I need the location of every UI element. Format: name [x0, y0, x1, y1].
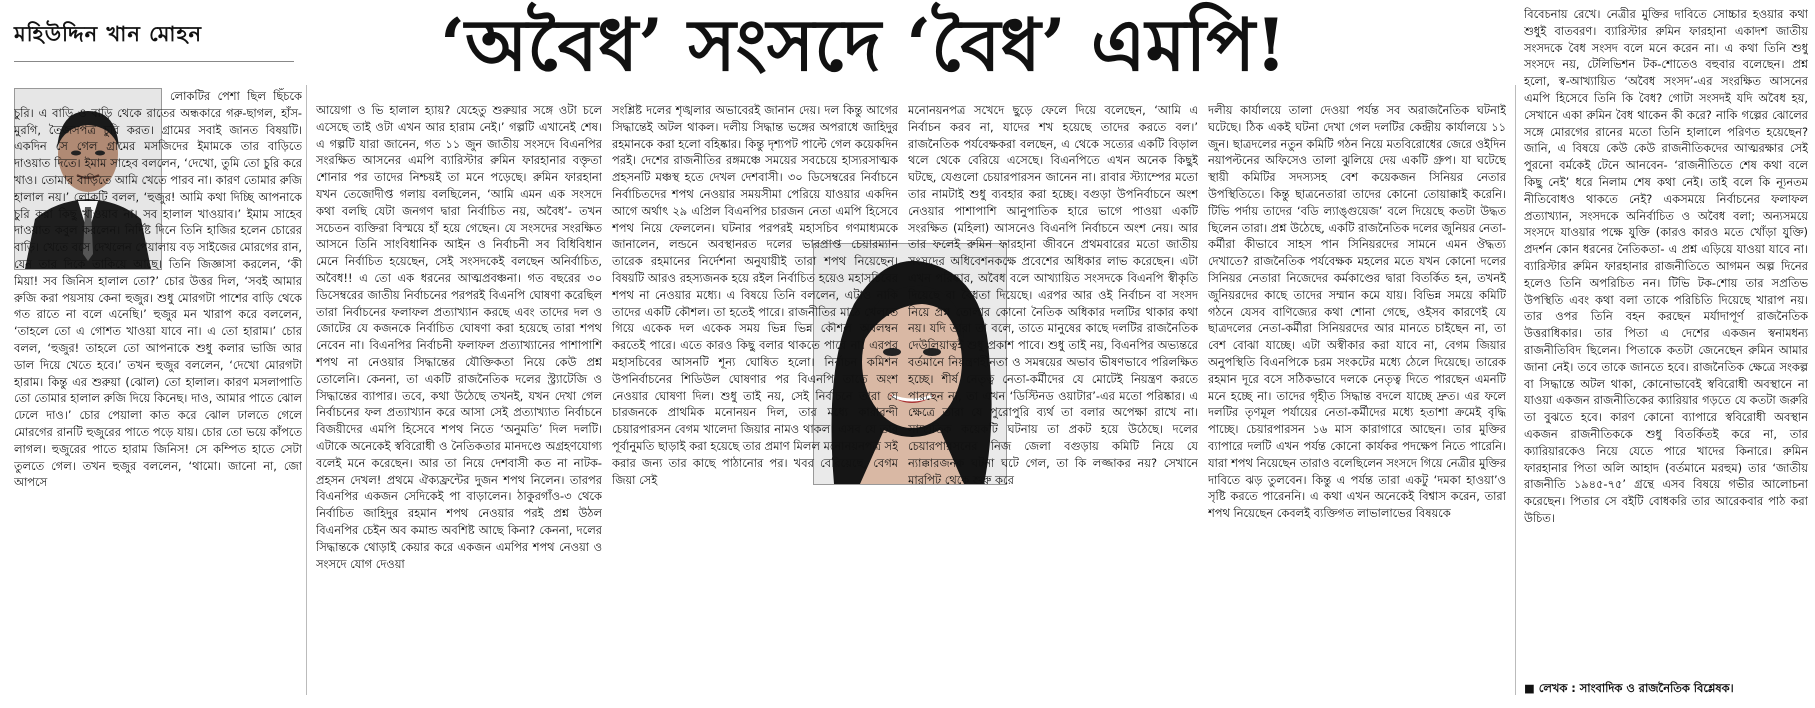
article-column-1: লোকটির পেশা ছিল ছিঁচকে চুরি। এ বাড়ি ও বাড়ি থেকে রাতের অন্ধকারে গরু-ছাগল, হাঁস-মুরগি, তৈজসপত্র চুরি করত। গ্রামের সবাই জানত বিষয়টি। একদিন সে গেল গ্রামের মসজিদের ইমামকে তার বাড়িতে দাওয়াত দিতে। ইমাম সাহেব বললেন, ‘দেখো, তুমি তো চুরি করে খাও। তোমার বাড়িতে আমি খেতে পারব না। কারণ তোমার রুজি হালাল নয়।’ লোকটি বলল, ‘হুজুর! আমি কথা দিচ্ছি আপনাকে চুরি করা কিছু খাওয়াব না। সব হালাল খাওয়াব।’ ইমাম সাহেব দাওয়াত কবুল করলেন। নির্দিষ্ট দিনে তিনি হাজির হলেন চোরের বাড়ি। খেতে বসে দেখলেন পেয়ালায় বড় সাইজের মোরগের রান, যেন তার দিকে তাকিয়ে আছে। তিনি জিজ্ঞাসা করলেন, ‘কী মিয়া! সব জিনিস হালাল তো?’ চোর উত্তর দিল, ‘সবই আমার রুজি করা পয়সায় কেনা হুজুর। শুধু মোরগটা পাশের বাড়ি থেকে গত রাতে না বলে এনেছি।’ হুজুর মন খারাপ করে বললেন, ‘তাহলে তো এ গোশত খাওয়া যাবে না। এ তো হারাম।’ চোর বলল, ‘হুজুর! তাহলে তো আপনাকে শুধু কলার ভাজি আর ডাল দিয়ে খেতে হবে।’ তখন হুজুর বললেন, ‘দেখো মোরগটা হারাম। কিন্তু এর শুরুয়া (ঝোল) তো হালাল। কারণ মসলাপাতি তো তোমার হালাল রুজি দিয়ে কিনেছ। দাও, আমার পাতে ঝোল ঢেলে দাও।’ চোর পেয়ালা কাত করে ঝোল ঢালতে গেলে মোরগের রানটি হুজুরের পাতে পড়ে যায়। চোর তো ভয়ে কাঁপতে লাগল। হুজুরের পাতে হারাম জিনিস! সে কম্পিত হাতে সেটা তুলতে গেল। তখন হুজুর বললেন, ‘থামো। জানো না, জো আপসে [14, 89, 302, 490]
article-column-6: বিবেচনায় রেখে। নেত্রীর মুক্তির দাবিতে সোচ্চার হওয়ার কথা শুধুই বাতবরণ। ব্যারিস্টার রুমিন ফারহানা একাদশ জাতীয় সংসদকে বৈধ সংসদ বলে মনে করেন না। এ কথা তিনি শুধু সংসদে নয়, টেলিভিশন টক-শোতেও বহুবার বলেছেন। প্রশ্ন হলো, স্ব-আখ্যায়িত ‘অবৈধ সংসদ’-এর সংরক্ষিত আসনের এমপি হিসেবে তিনি কি বৈধ? গোটা সংসদই যদি অবৈধ হয়, সেখানে একা রুমিন বৈধ থাকেন কী করে? নাকি গল্পের ঝোলের সঙ্গে মোরগের রানের মতো তিনি হালালে পরিণত হয়েছেন? জানি, এ বিষয়ে কেউ কেউ রাজনীতিকদের আত্মরক্ষার সেই পুরনো বর্মকেই টেনে আনবেন- ‘রাজনীতিতে শেষ কথা বলে কিছু নেই’ ধরে নিলাম শেষ কথা নেই। তাই বলে কি ন্যূনতম নীতিবোধও থাকতে নেই? একসময়ে নির্বাচনের ফলাফল প্রত্যাখ্যান, সংসদকে অনির্বাচিত ও অবৈধ বলা; অন্যসময়ে সংসদে যাওয়ার পক্ষে যুক্তি (কারও কারও মতে খোঁড়া যুক্তি) প্রদর্শন কোন ধরনের নৈতিকতা- এ প্রশ্ন এড়িয়ে যাওয়া যাবে না। ব্যারিস্টার রুমিন ফারহানার রাজনীতিতে আগমন অল্প দিনের হলেও তিনি অপরিচিত নন। টিভি টক-শোয় তার সপ্রতিভ উপস্থিতি এবং কথা বলা তাকে পরিচিতি দিয়েছে খারাপ নয়। তার ওপর তিনি বহন করছেন মর্যাদাপূর্ণ রাজনৈতিক উত্তরাধিকার। তার পিতা এ দেশের একজন স্বনামধন্য রাজনীতিবিদ ছিলেন। পিতাকে কতটা জেনেছেন রুমিন আমার জানা নেই। তবে তাকে জানতে হবে। রাজনৈতিক ক্ষেত্রে সংকল্প বা সিদ্ধান্তে অটল থাকা, কোনোভাবেই স্ববিরোধী অবস্থানে না যাওয়া একজন রাজনীতিকের ক্যারিয়ার গড়তে যে কতটা জরুরি তা বুঝতে হবে। কারণ কোনো ব্যাপারে স্ববিরোধী অবস্থান একজন রাজনীতিককে শুধু বিতর্কিতই করে না, তার ক্যারিয়ারকেও নিয়ে যেতে পারে খাদের কিনারে। রুমিন ফারহানার পিতা অলি আহাদ (বর্তমানে মরহুম) তার ‘জাতীয় রাজনীতি ১৯৪৫-৭৫’ গ্রন্থে এসব বিষয়ে গভীর আলোচনা করেছেন। পিতার সে বইটি বোধকরি তার আরেকবার পাঠ করা উচিত। [1524, 7, 1808, 525]
headline: ‘অবৈধ’ সংসদে ‘বৈধ’ এমপি! [440, 2, 1287, 87]
column-divider [1515, 85, 1516, 695]
column-divider [306, 85, 307, 695]
article-column-5: দলীয় কার্যালয়ে তালা দেওয়া পর্যন্ত সব অরাজনৈতিক ঘটনাই ঘটেছে। ঠিক একই ঘটনা দেখা গেল দলটির কেন্দ্রীয় কার্যালয়ে ১১ জুন। ছাত্রদলের নতুন কমিটি গঠন নিয়ে মতবিরোধের জেরে ওইদিন নয়াপল্টনের অফিসেও তালা ঝুলিয়ে দেয় একটি গ্রুপ। যা ঘটেছে স্থায়ী কমিটির সদস্যসহ বেশ কয়েকজন সিনিয়র নেতার উপস্থিতিতে। কিন্তু ছাত্রনেতারা তাদের কোনো তোয়াক্কাই করেনি। টিভি পর্দায় তাদের ‘বডি ল্যাঙ্গুয়েজ’ বলে দিয়েছে কতটা উদ্ধত ছিলেন তারা। প্রশ্ন উঠেছে, একটি রাজনৈতিক দলের জুনিয়র নেতা-কর্মীরা কীভাবে সাহস পান সিনিয়রদের সামনে এমন ঔদ্ধত্য দেখাতে? রাজনৈতিক পর্যবেক্ষক মহলের মতে যখন কোনো দলের সিনিয়র নেতারা নিজেদের কর্মকাণ্ডের দ্বারা বিতর্কিত হন, তখনই জুনিয়রদের কাছে তাদের সম্মান কমে যায়। বিভিন্ন সময়ে কমিটি গঠনে যেসব বাণিজ্যের কথা শোনা গেছে, ওইসব কারণেই যে ছাত্রদলের নেতা-কর্মীরা সিনিয়রদের আর মানতে চাইছেন না, তা বেশ বোঝা যাচ্ছে। এটা অস্বীকার করা যাবে না, বেগম জিয়ার অনুপস্থিতি বিএনপিকে চরম সংকটের মধ্যে ঠেলে দিয়েছে। তারেক রহমান দূরে বসে সঠিকভাবে দলকে নেতৃত্ব দিতে পারছেন এমনটি মনে হচ্ছে না। তাদের গৃহীত সিদ্ধান্ত বদলে যাচ্ছে দ্রুত। এর ফলে দলটির তৃণমূল পর্যায়ের নেতা-কর্মীদের মধ্যে হতাশা ক্রমেই বৃদ্ধি পাচ্ছে। চেয়ারপারসন ১৬ মাস কারাগারে আছেন। তার মুক্তির ব্যাপারে দলটি এখন পর্যন্ত কোনো কার্যকর পদক্ষেপ নিতে পারেনি। যারা শপথ নিয়েছেন তারাও বলেছিলেন সংসদে গিয়ে নেত্রীর মুক্তির দাবিতে ঝড় তুলবেন। কিন্তু এ পর্যন্ত তারা একটু ‘দমকা হাওয়া’ও সৃষ্টি করতে পারেননি। এ কথা এখন অনেকেই বিশ্বাস করেন, তারা শপথ নিয়েছেন কেবলই ব্যক্তিগত লাভালাভের বিষয়কে [1208, 103, 1506, 521]
article-column-4: মনোনয়নপত্র সখেদে ছুড়ে ফেলে দিয়ে বলেছেন, ‘আমি এ নির্বাচন করব না, যাদের শখ হয়েছে তাদের করতে বল।’ রাজনৈতিক পর্যবেক্ষকরা বলছেন, এ থেকে সত্যের একটি বিড়াল থলে থেকে বেরিয়ে এসেছে। বিএনপিতে এখন অনেক কিছুই ঘটছে, যেগুলো চেয়ারপারসন জানেন না। রাবার স্ট্যাম্পের মতো তার নামটাই শুধু ব্যবহার করা হচ্ছে। বগুড়া উপনির্বাচনে অংশ নেওয়ার পাশাপাশি আনুপাতিক হারে ভাগে পাওয়া একটি সংরক্ষিত (মহিলা) আসনেও বিএনপি নির্বাচনে অংশ নেয়। আর তার ফলেই রুমিন ফারহানা জীবনে প্রথমবারের মতো জাতীয় সংসদের অধিবেশনকক্ষে প্রবেশের অধিকার লাভ করেছেন। এটা এখন পরিষ্কার, অবৈধ বলে আখ্যায়িত সংসদকে বিএনপি স্বীকৃতি দিয়েছে বা বৈধতা দিয়েছে। এরপর আর ওই নির্বাচন বা সংসদ নিয়ে প্রশ্ন তোলার কোনো নৈতিক অধিকার দলটির থাকার কথা নয়। যদি তারা তা বলে, তাতে মানুষের কাছে দলটির রাজনৈতিক দেউলিয়াত্বই শুধু প্রকাশ পাবে। শুধু তাই নয়, বিএনপির অভ্যন্তরে বর্তমানে নিয়ন্ত্রণহীনতা ও সমন্বয়ের অভাব ভীষণভাবে পরিলক্ষিত হচ্ছে। শীর্ষ নেতৃত্ব নেতা-কর্মীদের যে মোটেই নিয়ন্ত্রণ করতে পারছেন না, তা এখন ‘ডিস্টিনড ওয়াটার’-এর মতো পরিষ্কার। এ ক্ষেত্রে তারা যে পুরোপুরি ব্যর্থ তা বলার অপেক্ষা রাখে না। সাম্প্রতিক কয়েকটি ঘটনায় তা প্রকট হয়ে উঠেছে। দলের চেয়ারপারসনের নিজ জেলা বগুড়ায় কমিটি নিয়ে যে ন্যাক্কারজনক ঘটনা ঘটে গেল, তা কি লজ্জাকর নয়? সেখানে মারপিট থেকে শুরু করে [908, 103, 1198, 487]
byline: মহিউদ্দিন খান মোহন [14, 18, 294, 62]
author-footnote: ■ লেখক : সাংবাদিক ও রাজনৈতিক বিশ্লেষক। [1524, 681, 1734, 695]
article-column-2: আয়েগা ও ভি হালাল হ্যায়? যেহেতু শুরুয়ার সঙ্গে ওটা চলে এসেছে তাই ওটা এখন আর হারাম নেই।’ গল্পটি এখানেই শেষ। এ গল্পটি যারা জানেন, গত ১১ জুন জাতীয় সংসদে বিএনপির সংরক্ষিত আসনের এমপি ব্যারিস্টার রুমিন ফারহানার বক্তৃতা শোনার পর তাদের নিশ্চয়ই তা মনে পড়েছে। রুমিন ফারহানা যখন তেজোদীপ্ত গলায় বলছিলেন, ‘আমি এমন এক সংসদে কথা বলছি যেটা জনগণ দ্বারা নির্বাচিত নয়, অবৈধ’- তখন সচেতন ব্যক্তিরা বিস্ময়ে হাঁ হয়ে গেছেন। যে সংসদের সংরক্ষিত আসনে তিনি সাংবিধানিক আইন ও নির্বাচনী সব বিধিবিধান মেনে নির্বাচিত হয়েছেন, সেই সংসদকেই বলছেন অনির্বাচিত, অবৈধ!! এ তো এক ধরনের আত্মপ্রবঞ্চনা। গত বছরের ৩০ ডিসেম্বরের জাতীয় নির্বাচনের পরপরই বিএনপি ঘোষণা করেছিল তারা নির্বাচনের ফলাফল প্রত্যাখ্যান করছে এবং তাদের দল ও জোটের যে কজনকে নির্বাচিত ঘোষণা করা হয়েছে তারা শপথ নেবেন না। বিএনপির নির্বাচনী ফলাফল প্রত্যাখ্যানের পাশাপাশি শপথ না নেওয়ার সিদ্ধান্তের যৌক্তিকতা নিয়ে কেউ প্রশ্ন তোলেনি। কেননা, তা একটি রাজনৈতিক দলের স্ট্র্যাটেজি ও সিদ্ধান্তের ব্যাপার। তবে, কথা উঠেছে তখনই, যখন দেখা গেল নির্বাচনের ফল প্রত্যাখ্যান করে আসা সেই প্রত্যাখ্যাত নির্বাচনে বিজয়ীদের এমপি হিসেবে শপথ নিতে ‘অনুমতি’ দিল দলটি। এটাকে অনেকেই স্ববিরোধী ও নৈতিকতার মানদণ্ডে অগ্রহণযোগ্য বলেই মনে করেছেন। আর তা নিয়ে দেশবাসী কত না নাটক-প্রহসন দেখল! প্রথমে ঐক্যফ্রন্টের দুজন শপথ নিলেন। তারপর বিএনপির একজন সেদিকেই পা বাড়ালেন। ঠাকুরগাঁও-৩ থেকে নির্বাচিত জাহিদুর রহমান শপথ নেওয়ার পরই প্রশ্ন উঠল বিএনপির চেইন অব কমান্ড অবশিষ্ট আছে কিনা? কেননা, দলের সিদ্ধান্তকে থোড়াই কেয়ার করে একজন এমপির শপথ নেওয়া ও সংসদে যোগ দেওয়া [316, 103, 602, 571]
article-column-3: সংশ্লিষ্ট দলের শৃঙ্খলার অভাবেরই জানান দেয়। দল কিন্তু আগের সিদ্ধান্তেই অটল থাকল। দলীয় সিদ্ধান্ত ভঙ্গের অপরাধে জাহিদুর রহমানকে করা হলো বহিষ্কার। কিন্তু দৃশ্যপট পাল্টে গেল কয়েকদিন পরই। দেশের রাজনীতির রঙ্গমঞ্চে সময়ের সবচেয়ে হাস্যরসাত্মক প্রহসনটি মঞ্চস্থ হতে দেখল দেশবাসী। ৩০ ডিসেম্বরের নির্বাচনে নির্বাচিতদের শপথ নেওয়ার সময়সীমা পেরিয়ে যাওয়ার একদিন আগে অর্থাৎ ২৯ এপ্রিল বিএনপির চারজন নেতা এমপি হিসেবে শপথ নিয়ে ফেললেন। ঘটনার পরপরই মহাসচিব গণমাধ্যমকে জানালেন, লন্ডনে অবস্থানরত দলের ভারপ্রাপ্ত চেয়ারম্যান তারেক রহমানের নির্দেশনা অনুযায়ীই তারা শপথ নিয়েছেন। বিষয়টি আরও রহস্যজনক হয়ে রইল নির্বাচিত হয়েও মহাসচিবের শপথ না নেওয়ার মধ্যে। এ বিষয়ে তিনি বললেন, এটাও নাকি তাদের একটি কৌশল। তা হতেই পারে। রাজনীতির মাঠে খেলতে গিয়ে একেক দল একেক সময় ভিন্ন ভিন্ন কৌশল অবলম্বন করতেই পারে। এতে কারও কিছু বলার থাকতে পারে না। এরপর মহাসচিবের আসনটি শূন্য ঘোষিত হলো। নির্বাচন কমিশন উপনির্বাচনের শিডিউল ঘোষণার পর বিএনপি তাতে অংশ নেওয়ার ঘোষণা দিল। শুধু তাই নয়, সেই নির্বাচনে তারা যে চারজনকে প্রাথমিক মনোনয়ন দিল, তার মধ্যে কারাবন্দী চেয়ারপারসন বেগম খালেদা জিয়ার নামও থাকল। এসব যে তার পূর্বানুমতি ছাড়াই করা হয়েছে তার প্রমাণ মিলল মনোনয়নপত্র সই করার জন্য তার কাছে পাঠানোর পর। খবর বেরিয়েছে, বেগম জিয়া সেই [612, 103, 898, 487]
